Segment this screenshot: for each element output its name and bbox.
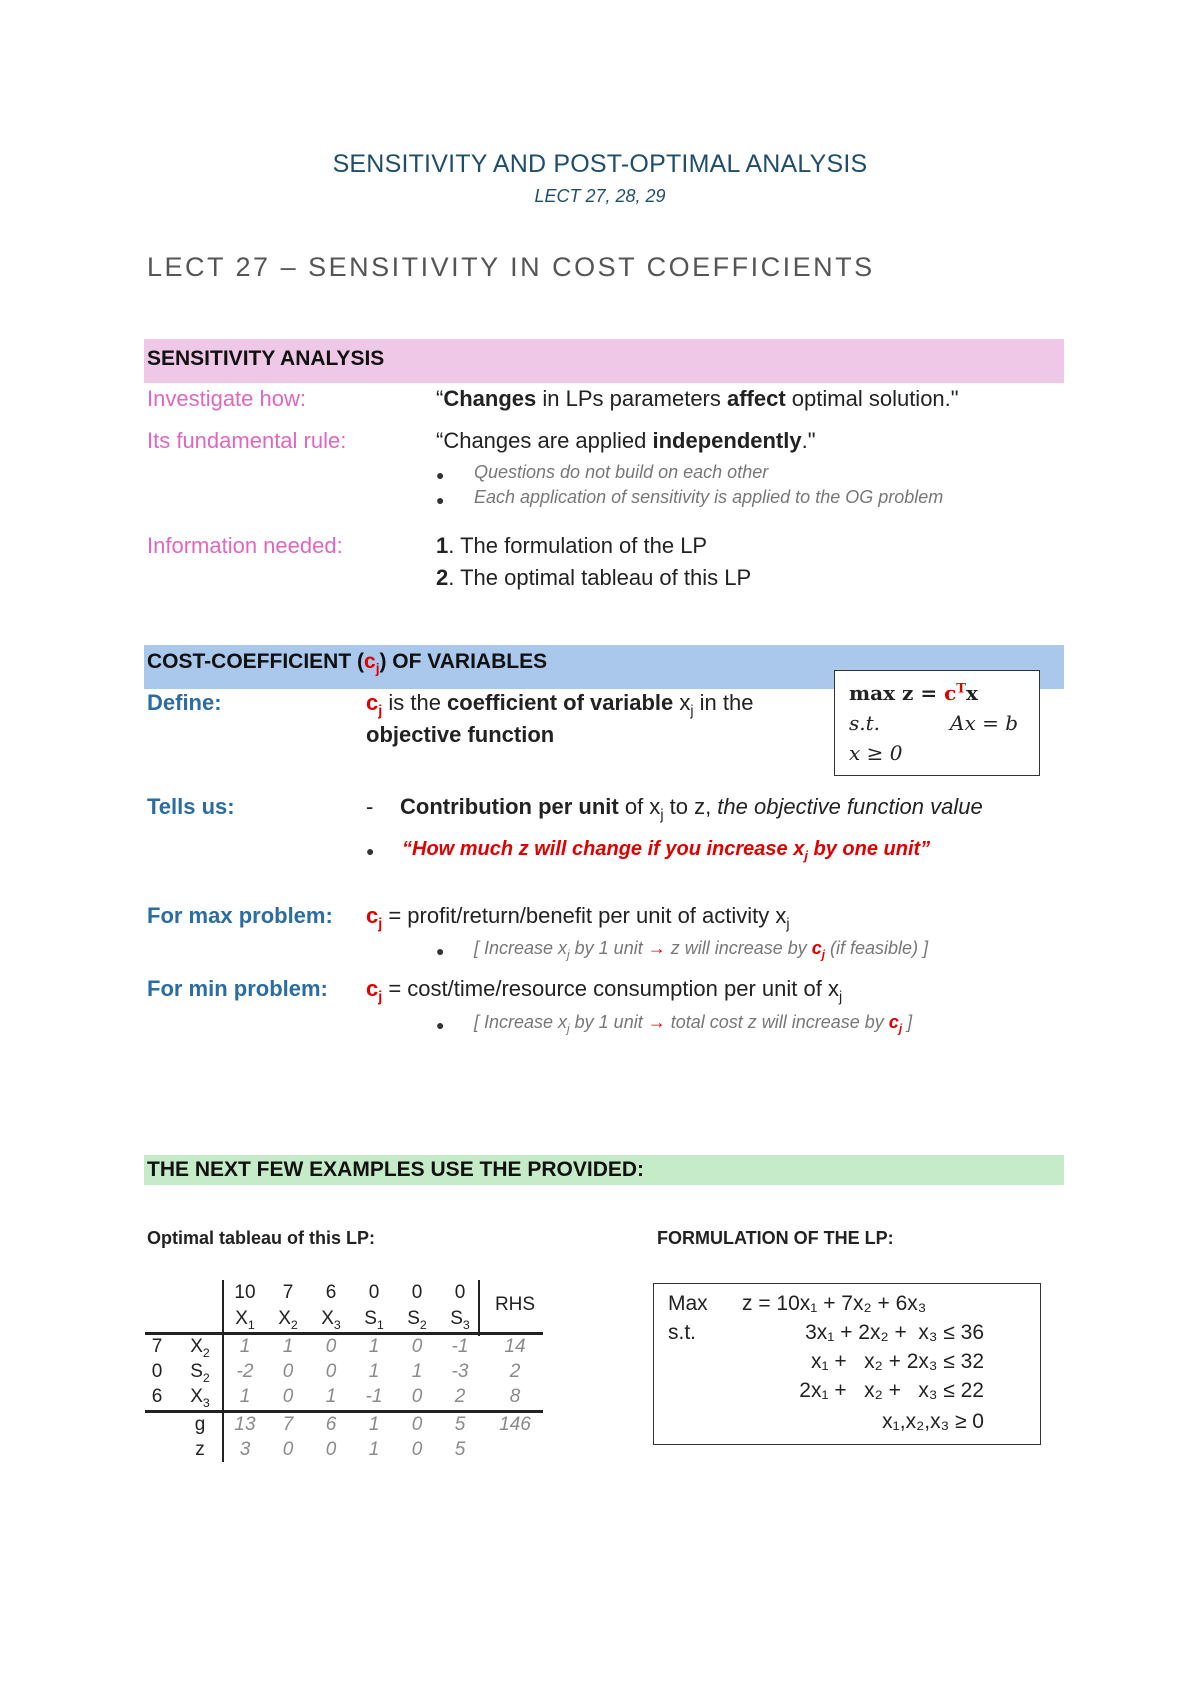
investigate-label: Investigate how: [147, 386, 306, 411]
g-row-cell: 13 [234, 1414, 256, 1435]
cost-value: 10 [234, 1282, 256, 1303]
tableau-cell: -3 [451, 1361, 469, 1382]
min-problem-bullet: [ Increase $x_j$ by 1 unit → total cost z will increase by $c_j$ ] [474, 1012, 913, 1036]
page-subtitle: LECT 27, 28, 29 [534, 186, 666, 206]
rule-label: Its fundamental rule: [147, 428, 347, 453]
tableau-rhs: 8 [509, 1386, 521, 1407]
z-row-cell: 1 [368, 1439, 380, 1460]
tableau-cell: 0 [282, 1361, 294, 1382]
sensitivity-band-title: SENSITIVITY ANALYSIS [147, 347, 385, 370]
define-text: $c_j$ is the coefficient of variable $x_j$ in the [366, 690, 754, 720]
tableau-cell: -2 [236, 1361, 254, 1382]
max-problem-bullet: [ Increase $x_j$ by 1 unit → z will increase by $c_j$ (if feasible) ] [474, 938, 929, 962]
basis-variable: $X_2$ [190, 1336, 210, 1360]
tells-quote: “How much z will change if you increase $x_j$ by one unit” [402, 838, 931, 863]
rule-bullet-2: Each application of sensitivity is applied to the OG problem [474, 487, 944, 507]
tableau-cell: 0 [411, 1336, 423, 1357]
g-row-cell: 6 [325, 1414, 337, 1435]
lecture-heading: LECT 27 – SENSITIVITY IN COST COEFFICIENTS [147, 252, 875, 282]
variable-header: $X_2$ [278, 1308, 298, 1332]
tableau-cell: 1 [368, 1336, 380, 1357]
bullet-icon: ● [436, 1017, 445, 1033]
cost-value: 0 [454, 1282, 466, 1303]
formulation-constraint: x₁ + x₂ + 2x₃ ≤ 32 [810, 1350, 984, 1373]
tableau-cell: 0 [282, 1386, 294, 1407]
g-row-cell: 7 [282, 1414, 294, 1435]
bullet-icon: ● [436, 943, 445, 959]
basis-cost: 6 [151, 1386, 163, 1407]
z-row-cell: 5 [454, 1439, 466, 1460]
g-row-cell: 5 [454, 1414, 466, 1435]
bullet-icon: ● [436, 467, 445, 483]
tableau-cell: 0 [325, 1361, 337, 1382]
formulation-max: Max [668, 1292, 708, 1315]
formulation-nonnegativity: x₁,x₂,x₃ ≥ 0 [882, 1410, 984, 1433]
bullet-icon: ● [436, 492, 445, 508]
tableau-rhs: 2 [509, 1361, 521, 1382]
formulation-label: FORMULATION OF THE LP: [657, 1228, 894, 1248]
formulation-constraint: 3x₁ + 2x₂ + x₃ ≤ 36 [805, 1321, 984, 1344]
formulation-st: s.t. [668, 1321, 697, 1344]
variable-header: $S_3$ [450, 1308, 470, 1332]
investigate-text: “Changes in LPs parameters affect optimal solution." [436, 386, 959, 411]
basis-variable: $S_2$ [190, 1361, 210, 1385]
cost-value: 6 [325, 1282, 337, 1303]
tells-text: Contribution per unit of $x_j$ to z, the objective function value [400, 794, 983, 824]
g-row-rhs: 146 [499, 1414, 531, 1435]
z-row-cell: 3 [239, 1439, 251, 1460]
max-problem-text: $c_j$ = profit/return/benefit per unit of activity $x_j$ [366, 903, 790, 933]
tableau-cell: 1 [282, 1336, 294, 1357]
cost-band-title: COST-COEFFICIENT $(c_j)$ OF VARIABLES [147, 650, 548, 677]
tableau-label: Optimal tableau of this LP: [147, 1228, 376, 1248]
basis-cost: 7 [151, 1336, 163, 1357]
z-row-label: z [195, 1439, 205, 1460]
variable-header: $X_3$ [321, 1308, 341, 1332]
max-problem-label: For max problem: [147, 903, 333, 928]
tableau-rhs: 14 [504, 1336, 526, 1357]
rule-bullet-1: Questions do not build on each other [474, 462, 769, 482]
tableau-cell: 1 [239, 1386, 251, 1407]
tableau-cell: 0 [411, 1386, 423, 1407]
formulation-objective: z = 10x₁ + 7x₂ + 6x₃ [742, 1292, 927, 1315]
tells-label: Tells us: [147, 794, 235, 819]
variable-header: $S_1$ [364, 1308, 384, 1332]
tableau-cell: -1 [451, 1336, 469, 1357]
g-row-cell: 0 [411, 1414, 423, 1435]
min-problem-text: $c_j$ = cost/time/resource consumption per unit of $x_j$ [366, 976, 843, 1006]
z-row-cell: 0 [411, 1439, 423, 1460]
basis-variable: $X_3$ [190, 1386, 210, 1410]
arrow-icon: → [647, 938, 666, 958]
standard-form-box: $\max z = c^Tx$ s.t. Ax = b x ≥ 0 [834, 670, 1040, 776]
tableau-cell: -1 [365, 1386, 383, 1407]
cost-value: 0 [368, 1282, 380, 1303]
tableau-cell: 0 [325, 1336, 337, 1357]
tableau-cell: 1 [239, 1336, 251, 1357]
formulation-constraint: 2x₁ + x₂ + x₃ ≤ 22 [799, 1379, 984, 1402]
rhs-header: RHS [494, 1294, 536, 1315]
z-row-cell: 0 [282, 1439, 294, 1460]
tableau-cell: 1 [411, 1361, 423, 1382]
page-title: SENSITIVITY AND POST-OPTIMAL ANALYSIS [332, 150, 868, 178]
info-label: Information needed: [147, 533, 343, 558]
tableau-cell: 1 [368, 1361, 380, 1382]
basis-cost: 0 [151, 1361, 163, 1382]
z-row-cell: 0 [325, 1439, 337, 1460]
variable-header: $X_1$ [235, 1308, 255, 1332]
g-row-label: g [194, 1414, 206, 1435]
info-item-1: 1. The formulation of the LP [436, 533, 708, 558]
arrow-icon: → [647, 1012, 666, 1032]
rule-text: “Changes are applied independently." [436, 428, 816, 453]
tableau-cell: 2 [454, 1386, 466, 1407]
cost-value: 7 [282, 1282, 294, 1303]
define-text-line2: objective function [366, 722, 555, 747]
formulation-box [653, 1283, 1041, 1445]
bullet-icon: ● [366, 843, 375, 859]
tableau-cell: 1 [325, 1386, 337, 1407]
info-item-2: 2. The optimal tableau of this LP [436, 565, 752, 590]
examples-band-title: THE NEXT FEW EXAMPLES USE THE PROVIDED: [147, 1158, 645, 1181]
min-problem-label: For min problem: [147, 976, 328, 1001]
cost-value: 0 [411, 1282, 423, 1303]
variable-header: $S_2$ [407, 1308, 427, 1332]
define-label: Define: [147, 690, 222, 715]
tells-dash: - [366, 794, 374, 819]
g-row-cell: 1 [368, 1414, 380, 1435]
